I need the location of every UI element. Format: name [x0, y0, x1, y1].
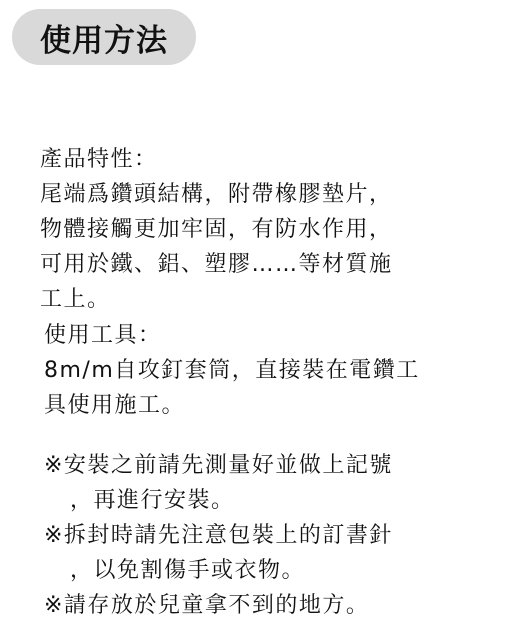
- features-line: 可用於鐵、鋁、塑膠……等材質施: [40, 252, 393, 277]
- tools-heading: 使用工具：: [44, 323, 162, 348]
- features-line: 物體接觸更加牢固，有防水作用，: [40, 217, 393, 242]
- tools-section: [44, 318, 498, 423]
- features-line: 尾端爲鑽頭結構，附帶橡膠墊片，: [40, 182, 393, 207]
- tools-line: 具使用施工。: [44, 393, 186, 418]
- page-title: 使用方法: [40, 22, 168, 59]
- note-line: ，再進行安裝。: [70, 488, 235, 513]
- note-line: ※請存放於兒童拿不到的地方。: [44, 593, 370, 618]
- note-line: ※拆封時請先注意包裝上的訂書針: [44, 523, 393, 548]
- title-badge: [12, 9, 196, 65]
- notes-section: [44, 448, 498, 623]
- features-heading: 產品特性：: [40, 147, 158, 172]
- product-features-section: [40, 142, 498, 317]
- tools-line: 8m/m自攻釘套筒，直接裝在電鑽工: [44, 358, 420, 383]
- features-line: 工上。: [40, 287, 111, 312]
- note-line: ※安裝之前請先測量好並做上記號: [44, 453, 393, 478]
- note-line: ，以免割傷手或衣物。: [70, 558, 306, 583]
